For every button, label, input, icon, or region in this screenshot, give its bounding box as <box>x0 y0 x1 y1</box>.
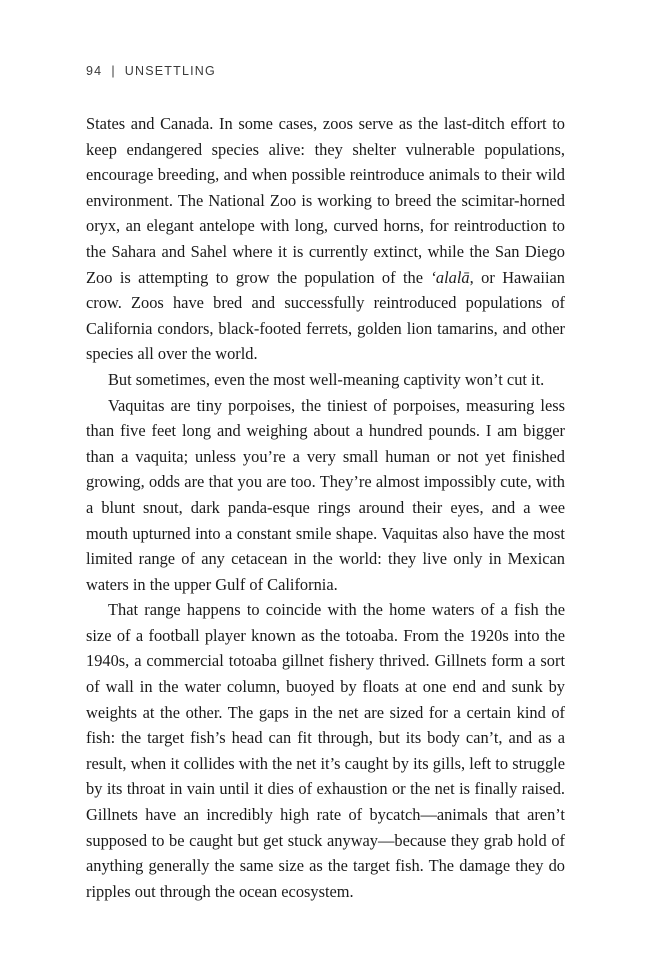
paragraph-zoos <box>86 111 565 367</box>
header-separator: | <box>111 64 116 78</box>
paragraph-zoos-text-after: , or Hawaiian crow. Zoos have bred and successfully reintroduced populations of California condors, black-footed ferrets, golden lion tamarins, and other species all over the world. <box>86 267 565 364</box>
paragraph-captivity: But sometimes, even the most well-meaning captivity won’t cut it. <box>108 369 545 389</box>
page-number: 94 <box>86 64 103 78</box>
paragraph-vaquitas: Vaquitas are tiny porpoises, the tiniest of porpoises, measuring less than five feet long and weighing about a hundred pounds. I am bigger than a vaquita; unless you’re a very small human or not yet finished growing, odds are that you are too. They’re almost impossibly cute, with a blunt snout, dark panda-esque rings around their eyes, and a wee mouth upturned into a constant smile shape. Vaquitas also have the most limited range of any cetacean in the world: they live only in Mexican waters in the upper Gulf of California. <box>86 395 565 594</box>
paragraph-totoaba: That range happens to coincide with the home waters of a fish the size of a football player known as the totoaba. From the 1920s into the 1940s, a commercial totoaba gillnet fishery thrived. Gillnets form a sort of wall in the water column, buoyed by floats at one end and sunk by weights at the other. The gaps in the net are sized for a certain kind of fish: the target fish’s head can fit through, but its body can’t, and as a result, when it collides with the net it’s caught by its gills, left to struggle by its throat in vain until it dies of exhaustion or the net is finally raised. Gillnets have an incredibly high rate of bycatch—animals that aren’t supposed to be caught but get stuck anyway—because they grab hold of anything generally the same size as the target fish. The damage they do ripples out through the ocean ecosystem. <box>86 600 565 901</box>
page-body <box>86 111 565 904</box>
running-title: UNSETTLING <box>124 64 216 78</box>
running-header <box>86 64 216 78</box>
paragraph-zoos-text-before: States and Canada. In some cases, zoos serve as the last-ditch effort to keep endangered species alive: they shelter vulnerable populations, encourage breeding, and when possible reintroduce animals to their wild environment. The National Zoo is working to breed the scimitar-horned oryx, an elegant antelope with long, curved horns, for reintroduction to the Sahara and Sahel where it is currently extinct, while the San Diego Zoo is attempting to grow the population of the <box>86 114 565 287</box>
alala-italic-term: ʻalalā <box>430 267 470 287</box>
